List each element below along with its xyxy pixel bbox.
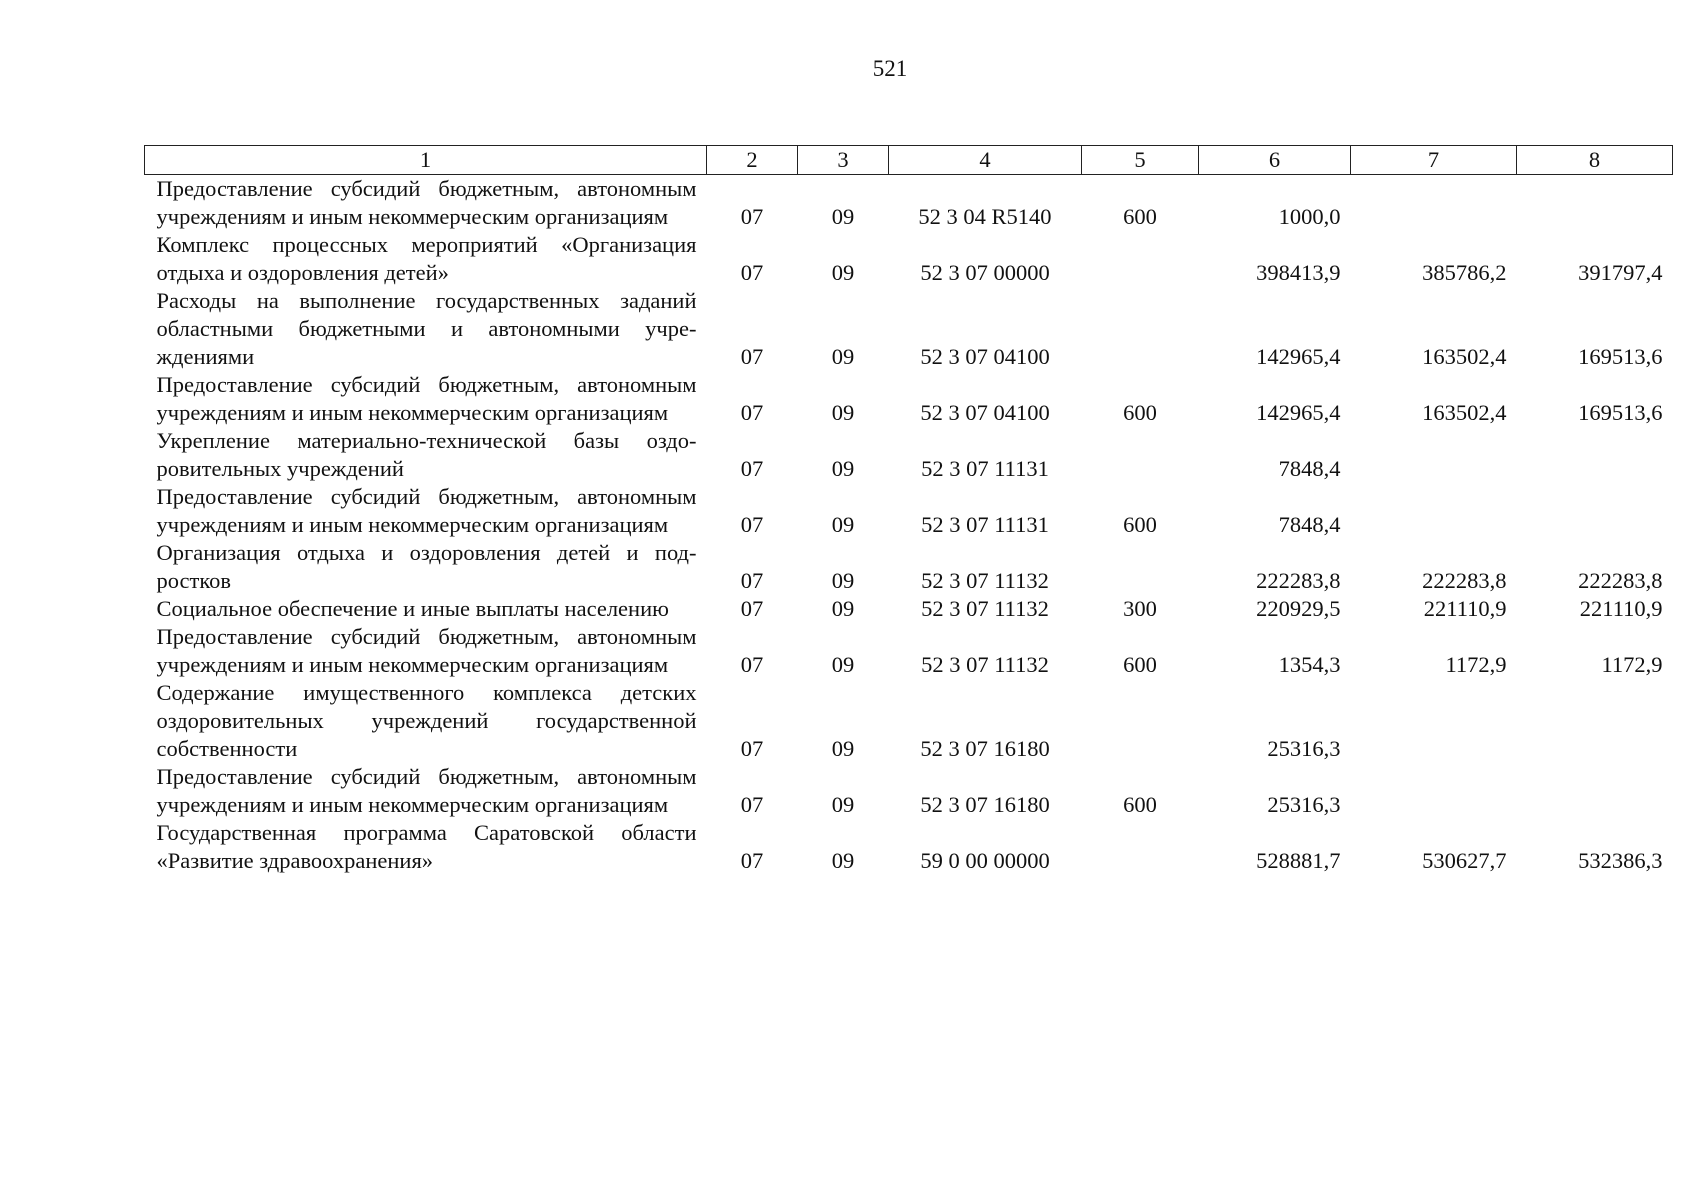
section-code-cell: 07 <box>740 260 764 285</box>
expense-type-cell <box>1082 679 1199 763</box>
header-cell-6: 6 <box>1199 146 1351 175</box>
expense-name-cell: Комплекс процессных мероприятий «Организация отдыха и оздоровления детей» <box>156 232 697 285</box>
expense-type-cell <box>1082 819 1199 875</box>
header-cell-2: 2 <box>707 146 798 175</box>
target-article-cell: 52 3 04 R5140 <box>918 204 1052 229</box>
expense-name-cell: Предоставление субсидий бюджетным, автономным учреждениям и иным некоммерческим организациям <box>156 624 697 677</box>
expense-name-cell: Предоставление субсидий бюджетным, автономным учреждениям и иным некоммерческим организациям <box>156 484 697 537</box>
section-code-cell: 07 <box>740 568 764 593</box>
amount-col7-cell <box>1351 175 1517 232</box>
amount-col6-cell: 222283,8 <box>1256 568 1341 593</box>
expense-type-cell <box>1082 539 1199 595</box>
expense-name-cell: Предоставление субсидий бюджетным, автономным учреждениям и иным некоммерческим организациям <box>156 176 697 229</box>
header-cell-8: 8 <box>1517 146 1673 175</box>
subsection-code-cell: 09 <box>831 652 855 677</box>
table-row <box>145 819 1673 875</box>
amount-col7-cell: 163502,4 <box>1422 344 1507 369</box>
amount-col7-cell <box>1351 763 1517 819</box>
amount-col6-cell: 528881,7 <box>1256 848 1341 873</box>
target-article-cell: 52 3 07 11132 <box>921 596 1049 621</box>
table-row <box>145 539 1673 595</box>
expense-name-cell: Содержание имущественного комплекса детских оздоровительных учреждений государственной собственности <box>156 680 697 761</box>
budget-table <box>144 145 1673 875</box>
section-code-cell: 07 <box>740 848 764 873</box>
target-article-cell: 52 3 07 11132 <box>921 652 1049 677</box>
expense-name-cell: Социальное обеспечение и иные выплаты населению <box>156 596 669 621</box>
header-cell-3: 3 <box>798 146 889 175</box>
subsection-code-cell: 09 <box>831 400 855 425</box>
amount-col7-cell: 163502,4 <box>1422 400 1507 425</box>
target-article-cell: 52 3 07 16180 <box>920 736 1050 761</box>
target-article-cell: 52 3 07 16180 <box>920 792 1050 817</box>
table-row <box>145 287 1673 371</box>
table-row <box>145 623 1673 679</box>
expense-name-cell: Организация отдыха и оздоровления детей и подростков <box>156 540 697 593</box>
expense-type-cell <box>1082 427 1199 483</box>
subsection-code-cell: 09 <box>831 568 855 593</box>
target-article-cell: 52 3 07 11131 <box>921 456 1049 481</box>
table-row <box>145 483 1673 539</box>
section-code-cell: 07 <box>740 736 764 761</box>
table-row <box>145 371 1673 427</box>
amount-col6-cell: 1354,3 <box>1278 652 1341 677</box>
expense-type-cell: 600 <box>1123 652 1157 677</box>
section-code-cell: 07 <box>740 456 764 481</box>
expense-type-cell <box>1082 287 1199 371</box>
target-article-cell: 52 3 07 11131 <box>921 512 1049 537</box>
table-body <box>145 175 1673 876</box>
subsection-code-cell: 09 <box>831 596 855 621</box>
amount-col6-cell: 1000,0 <box>1278 204 1341 229</box>
amount-col8-cell: 1172,9 <box>1601 652 1663 677</box>
expense-name-cell: Укрепление материально-технической базы оздоровительных учреждений <box>156 428 697 481</box>
table-row <box>145 679 1673 763</box>
expense-type-cell: 600 <box>1123 792 1157 817</box>
subsection-code-cell: 09 <box>831 204 855 229</box>
subsection-code-cell: 09 <box>831 736 855 761</box>
amount-col7-cell: 221110,9 <box>1423 596 1507 621</box>
header-cell-7: 7 <box>1351 146 1517 175</box>
amount-col8-cell <box>1517 175 1673 232</box>
amount-col6-cell: 25316,3 <box>1267 736 1341 761</box>
amount-col8-cell: 222283,8 <box>1578 568 1663 593</box>
amount-col7-cell: 385786,2 <box>1422 260 1507 285</box>
amount-col8-cell: 221110,9 <box>1579 596 1663 621</box>
section-code-cell: 07 <box>740 344 764 369</box>
expense-type-cell <box>1082 231 1199 287</box>
amount-col7-cell <box>1351 483 1517 539</box>
target-article-cell: 52 3 07 04100 <box>920 400 1050 425</box>
section-code-cell: 07 <box>740 596 764 621</box>
amount-col8-cell: 169513,6 <box>1578 344 1663 369</box>
amount-col6-cell: 142965,4 <box>1256 344 1341 369</box>
amount-col8-cell: 169513,6 <box>1578 400 1663 425</box>
amount-col8-cell <box>1517 763 1673 819</box>
amount-col6-cell: 220929,5 <box>1256 596 1341 621</box>
target-article-cell: 59 0 00 00000 <box>920 848 1050 873</box>
header-cell-1: 1 <box>145 146 707 175</box>
table-row <box>145 427 1673 483</box>
amount-col8-cell <box>1517 483 1673 539</box>
header-row <box>145 146 1673 175</box>
target-article-cell: 52 3 07 00000 <box>920 260 1050 285</box>
expense-name-cell: Предоставление субсидий бюджетным, автономным учреждениям и иным некоммерческим организациям <box>156 764 697 817</box>
expense-type-cell: 600 <box>1123 400 1157 425</box>
amount-col6-cell: 25316,3 <box>1267 792 1341 817</box>
expense-name-cell: Государственная программа Саратовской области «Развитие здравоохранения» <box>156 820 697 873</box>
section-code-cell: 07 <box>740 400 764 425</box>
amount-col8-cell <box>1517 427 1673 483</box>
page-number: 521 <box>872 56 908 81</box>
subsection-code-cell: 09 <box>831 456 855 481</box>
expense-name-cell: Расходы на выполнение государственных заданий областными бюджетными и автономными учреждениями <box>156 288 697 369</box>
table-row <box>145 763 1673 819</box>
amount-col6-cell: 7848,4 <box>1278 456 1341 481</box>
amount-col6-cell: 142965,4 <box>1256 400 1341 425</box>
section-code-cell: 07 <box>740 204 764 229</box>
amount-col8-cell: 391797,4 <box>1578 260 1663 285</box>
subsection-code-cell: 09 <box>831 512 855 537</box>
table-row <box>145 595 1673 623</box>
amount-col6-cell: 7848,4 <box>1278 512 1341 537</box>
subsection-code-cell: 09 <box>831 344 855 369</box>
expense-type-cell: 300 <box>1123 596 1157 621</box>
target-article-cell: 52 3 07 04100 <box>920 344 1050 369</box>
amount-col7-cell <box>1351 427 1517 483</box>
expense-type-cell: 600 <box>1123 204 1157 229</box>
expense-type-cell: 600 <box>1123 512 1157 537</box>
target-article-cell: 52 3 07 11132 <box>921 568 1049 593</box>
amount-col7-cell: 222283,8 <box>1422 568 1507 593</box>
expense-name-cell: Предоставление субсидий бюджетным, автономным учреждениям и иным некоммерческим организациям <box>156 372 697 425</box>
table-row <box>145 231 1673 287</box>
section-code-cell: 07 <box>740 792 764 817</box>
subsection-code-cell: 09 <box>831 260 855 285</box>
table-row <box>145 175 1673 232</box>
header-cell-5: 5 <box>1082 146 1199 175</box>
subsection-code-cell: 09 <box>831 792 855 817</box>
amount-col7-cell <box>1351 679 1517 763</box>
section-code-cell: 07 <box>740 652 764 677</box>
amount-col8-cell <box>1517 679 1673 763</box>
amount-col8-cell: 532386,3 <box>1578 848 1663 873</box>
subsection-code-cell: 09 <box>831 848 855 873</box>
amount-col7-cell: 530627,7 <box>1422 848 1507 873</box>
section-code-cell: 07 <box>740 512 764 537</box>
amount-col7-cell: 1172,9 <box>1445 652 1507 677</box>
amount-col6-cell: 398413,9 <box>1256 260 1341 285</box>
header-cell-4: 4 <box>889 146 1082 175</box>
